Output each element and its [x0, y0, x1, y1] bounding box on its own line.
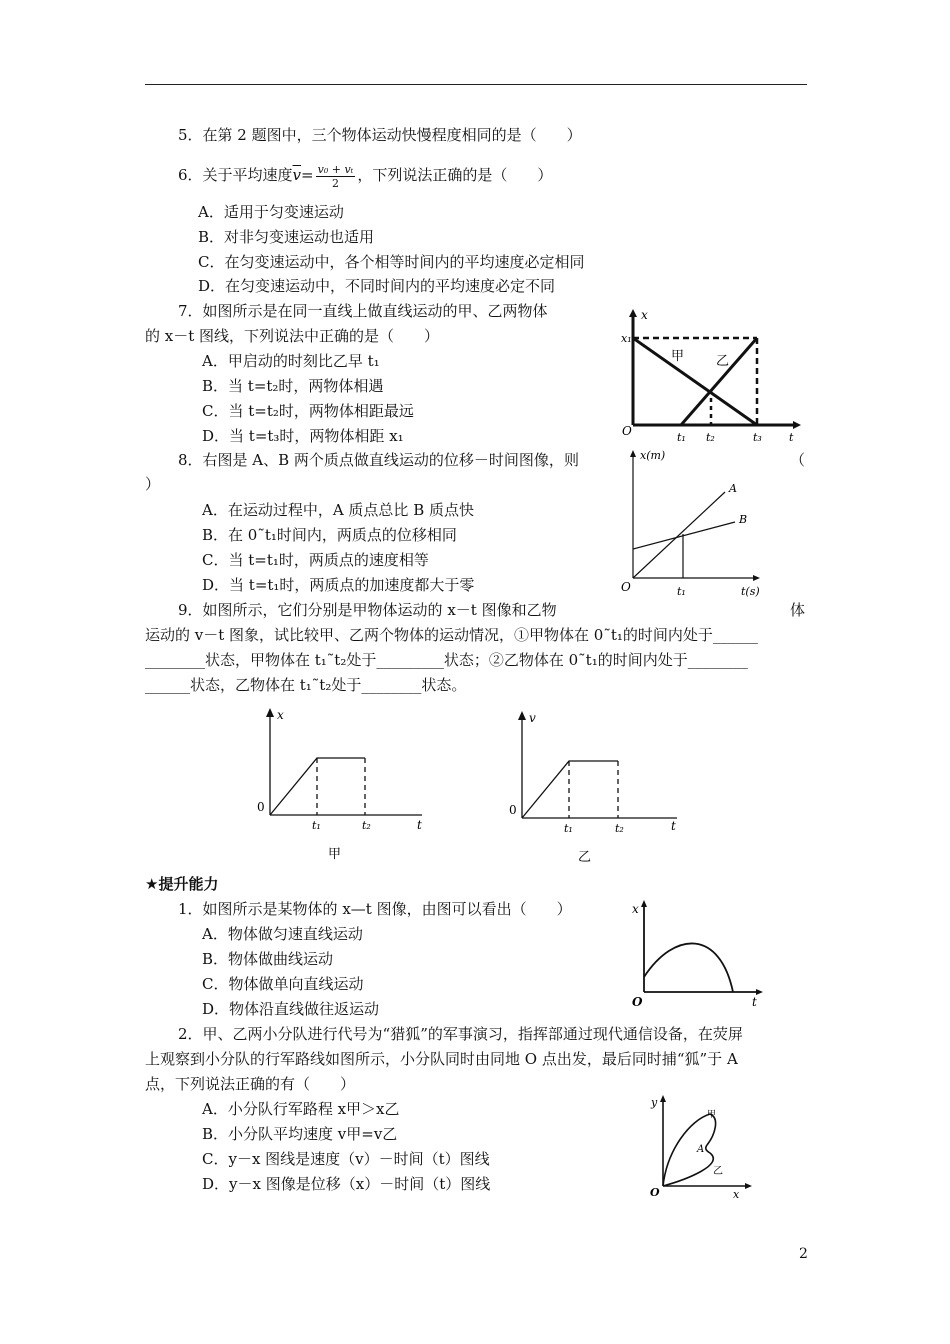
question-9-line3: ________状态，甲物体在 t₁˜t₂处于_________状态；②乙物体在 0˜t₁的时间内处于________ — [145, 651, 748, 669]
q9-jia-y-label: x — [277, 708, 284, 722]
q7-xt-graph — [615, 305, 810, 445]
q9-yi-t2: t₂ — [615, 822, 624, 835]
q9-jia-y-arrow — [266, 708, 274, 717]
q8-origin: O — [621, 580, 631, 594]
q7-option-c: C．当 t=t₂时，两物体相距最远 — [202, 402, 414, 420]
p2-y-arrow — [660, 1095, 666, 1102]
ability-question-2-line2: 上观察到小分队的行军路线如图所示，小分队同时由同地 O 点出发，最后同时捕“狐”于 A — [145, 1050, 738, 1068]
p1-option-b: B．物体做曲线运动 — [202, 950, 334, 968]
p1-t-label: t — [752, 995, 757, 1009]
q7-t2-label: t₂ — [706, 431, 715, 444]
q6-numerator: v₀ + vₜ — [317, 162, 354, 176]
q8-line-b — [633, 522, 735, 549]
q6-option-d: D．在匀变速运动中，不同时间内的平均速度必定不同 — [198, 277, 556, 295]
ability-question-2-line1: 2．甲、乙两小分队进行代号为“猎狐”的军事演习，指挥部通过现代通信设备，在荧屏 — [178, 1025, 743, 1043]
p1-option-a: A．物体做匀速直线运动 — [202, 925, 363, 943]
question-5: 5．在第 2 题图中，三个物体运动快慢程度相同的是（ ） — [178, 126, 582, 144]
q9-jia-caption: 甲 — [328, 847, 342, 862]
page-number: 2 — [799, 1246, 808, 1262]
q6-option-a: A．适用于匀变速运动 — [198, 203, 344, 221]
q8-b-label: B — [739, 513, 748, 526]
q7-t-label: t — [789, 431, 794, 444]
q6-equals: = — [301, 166, 314, 184]
p1-curve — [644, 943, 733, 992]
q6-option-c: C．在匀变速运动中，各个相等时间内的平均速度必定相同 — [198, 253, 585, 271]
p2-option-c: C．y－x 图线是速度（v）－时间（t）图线 — [202, 1150, 490, 1168]
q7-jia-label: 甲 — [671, 349, 685, 364]
q8-line-a — [633, 492, 725, 578]
q8-y-label: x(m) — [640, 449, 666, 462]
q9-yi-t-label: t — [671, 819, 676, 833]
p2-option-a: A．小分队行军路程 x甲＞x乙 — [202, 1100, 400, 1118]
p1-y-label: x — [632, 902, 639, 916]
p2-jia-label: 甲 — [707, 1110, 717, 1120]
p1-x-arrow — [756, 989, 763, 995]
q9-jia-xt-graph — [250, 705, 435, 865]
question-6 — [178, 161, 552, 190]
p2-option-b: B．小分队平均速度 v甲=v乙 — [202, 1125, 398, 1143]
q7-x1-label: x₁ — [621, 332, 632, 345]
question-8-line1: 8．右图是 A、B 两个质点做直线运动的位移－时间图像，则 — [178, 451, 579, 469]
p2-route-jia — [663, 1114, 716, 1186]
q7-y-label: x — [641, 308, 648, 322]
q6-prefix: 6．关于平均速度 — [178, 166, 293, 184]
q9-yi-caption: 乙 — [578, 850, 592, 865]
p1-origin: O — [632, 995, 643, 1009]
p2-route-yi — [663, 1145, 713, 1186]
q7-y-arrow — [629, 309, 637, 317]
q8-a-label: A — [729, 482, 737, 495]
p2-route-graph — [645, 1090, 765, 1205]
q7-yi-label: 乙 — [716, 354, 730, 369]
q7-origin: O — [622, 424, 632, 438]
question-8-line2: ） — [145, 475, 161, 493]
q7-x-arrow — [793, 421, 801, 429]
q8-option-a: A．在运动过程中，A 质点总比 B 质点快 — [202, 501, 474, 519]
q7-line-jia — [633, 338, 757, 425]
question-9-line2: 运动的 v－t 图象，试比较甲、乙两个物体的运动情况，①甲物体在 0˜t₁的时间内处于______ — [145, 626, 758, 644]
q8-option-b: B．在 0˜t₁时间内，两质点的位移相同 — [202, 526, 457, 544]
q8-option-d: D．当 t=t₁时，两质点的加速度都大于零 — [202, 576, 475, 594]
q7-option-a: A．甲启动的时刻比乙早 t₁ — [202, 352, 380, 370]
question-7-line1: 7．如图所示是在同一直线上做直线运动的甲、乙两物体 — [178, 302, 548, 320]
q9-yi-vt-graph — [502, 708, 687, 868]
p2-yi-label: 乙 — [713, 1166, 723, 1177]
p2-origin: O — [650, 1186, 660, 1199]
q7-option-d: D．当 t=t₃时，两物体相距 x₁ — [202, 427, 404, 445]
q9-yi-y-label: v — [529, 711, 536, 725]
p2-option-d: D．y－x 图像是位移（x）－时间（t）图线 — [202, 1175, 491, 1193]
p2-a-label: A — [697, 1144, 705, 1155]
q9-jia-origin: 0 — [257, 800, 265, 814]
q8-option-c: C．当 t=t₁时，两质点的速度相等 — [202, 551, 429, 569]
question-9-line4: ______状态，乙物体在 t₁˜t₂处于________状态。 — [145, 676, 467, 694]
q9-jia-t1: t₁ — [312, 819, 321, 832]
p1-y-arrow — [641, 900, 647, 907]
q8-t-label: t(s) — [741, 585, 760, 598]
p2-x-arrow — [745, 1183, 752, 1189]
p2-y-label: y — [651, 1096, 658, 1109]
q6-vbar: $\overline{v}$ — [292, 166, 302, 184]
question-9-line1b: 体 — [790, 601, 806, 619]
q8-y-arrow — [630, 450, 636, 457]
q9-yi-t1: t₁ — [564, 822, 573, 835]
ability-question-1: 1．如图所示是某物体的 x—t 图像，由图可以看出（ ） — [178, 900, 572, 918]
q9-yi-y-arrow — [518, 711, 526, 720]
q8-x-arrow — [753, 575, 760, 581]
q6-suffix: ，下列说法正确的是（ ） — [357, 166, 553, 184]
q7-t3-label: t₃ — [753, 431, 762, 444]
p1-option-c: C．物体做单向直线运动 — [202, 975, 364, 993]
p1-option-d: D．物体沿直线做往返运动 — [202, 1000, 380, 1018]
q8-paren-open: （ — [790, 451, 806, 469]
q7-option-b: B．当 t=t₂时，两物体相遇 — [202, 377, 384, 395]
q6-denominator: 2 — [331, 176, 339, 190]
question-9-line1a: 9．如图所示，它们分别是甲物体运动的 x－t 图像和乙物 — [178, 601, 557, 619]
section-title: ★提升能力 — [145, 875, 219, 893]
q6-fraction — [316, 163, 356, 190]
p2-x-label: x — [733, 1188, 740, 1201]
q8-xt-graph — [615, 445, 785, 600]
header-rule — [145, 84, 807, 85]
q9-jia-t-label: t — [417, 818, 422, 832]
q9-jia-t2: t₂ — [362, 819, 371, 832]
q9-yi-origin: 0 — [509, 803, 517, 817]
p1-xt-graph — [620, 895, 770, 1010]
q8-t1-label: t₁ — [677, 585, 686, 598]
q6-option-b: B．对非匀变速运动也适用 — [198, 228, 375, 246]
ability-question-2-line3: 点，下列说法正确的有（ ） — [145, 1075, 356, 1093]
q9-yi-line — [522, 761, 618, 818]
question-7-line2: 的 x－t 图线，下列说法中正确的是（ ） — [145, 327, 440, 345]
q7-t1-label: t₁ — [677, 431, 686, 444]
